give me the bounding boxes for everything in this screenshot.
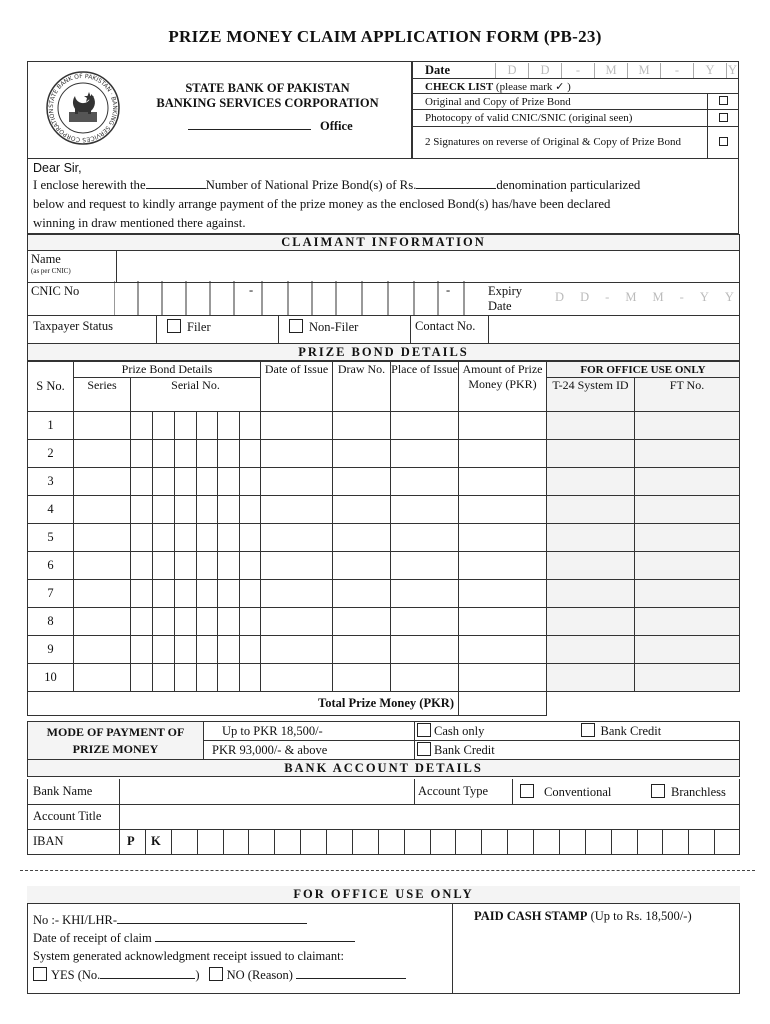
serial-digit-input[interactable] bbox=[197, 524, 218, 552]
checklist-note: (please mark ✓ ) bbox=[495, 80, 571, 93]
serial-digit-input[interactable] bbox=[175, 524, 197, 552]
col-office: FOR OFFICE USE ONLY bbox=[547, 362, 740, 378]
series-input[interactable] bbox=[74, 608, 131, 636]
serial-digit-input[interactable] bbox=[131, 412, 153, 440]
no-reason-blank[interactable] bbox=[296, 968, 406, 979]
col-draw: Draw No. bbox=[333, 362, 391, 412]
non-filer-option[interactable] bbox=[289, 319, 358, 335]
serial-digit-input[interactable] bbox=[153, 412, 175, 440]
col-bond-group: Prize Bond Details bbox=[74, 362, 261, 378]
ft-no-input[interactable] bbox=[635, 468, 740, 496]
date-cell: - bbox=[661, 63, 694, 78]
serial-digit-input[interactable] bbox=[240, 440, 261, 468]
receipt-date-label: Date of receipt of claim bbox=[33, 931, 152, 945]
place-issue-input[interactable] bbox=[391, 412, 459, 440]
total-label: Total Prize Money (PKR) bbox=[28, 692, 459, 716]
conventional-checkbox[interactable] bbox=[520, 784, 534, 798]
t24-id-input[interactable] bbox=[547, 664, 635, 692]
t24-id-input[interactable] bbox=[547, 468, 635, 496]
serial-digit-input[interactable] bbox=[153, 636, 175, 664]
place-issue-input[interactable] bbox=[391, 664, 459, 692]
checklist-item bbox=[413, 127, 739, 159]
bank-credit-option-2[interactable] bbox=[415, 741, 740, 760]
ft-no-input[interactable] bbox=[635, 552, 740, 580]
t24-id-input[interactable] bbox=[547, 440, 635, 468]
t24-id-input[interactable] bbox=[547, 496, 635, 524]
bank-credit-option[interactable] bbox=[575, 722, 740, 741]
divider bbox=[156, 316, 157, 344]
serial-digit-input[interactable] bbox=[131, 552, 153, 580]
no-reason-label: NO (Reason) bbox=[226, 968, 293, 982]
bond-row bbox=[28, 552, 740, 580]
amount-input[interactable] bbox=[459, 468, 547, 496]
amount-input[interactable] bbox=[459, 608, 547, 636]
conventional-option[interactable] bbox=[520, 784, 611, 800]
serial-digit-input[interactable] bbox=[240, 580, 261, 608]
serial-digit-input[interactable] bbox=[131, 468, 153, 496]
bond-row bbox=[28, 496, 740, 524]
office-use-title: FOR OFFICE USE ONLY bbox=[27, 886, 740, 904]
divider bbox=[512, 779, 513, 804]
ft-no-input[interactable] bbox=[635, 608, 740, 636]
series-input[interactable] bbox=[74, 664, 131, 692]
expiry-label: Expiry Date bbox=[488, 284, 523, 313]
amount-input[interactable] bbox=[459, 552, 547, 580]
payment-label: MODE OF PAYMENT OF PRIZE MONEY bbox=[28, 722, 204, 760]
name-sublabel: (as per CNIC) bbox=[31, 267, 71, 275]
serial-digit-input[interactable] bbox=[175, 580, 197, 608]
serial-digit-input[interactable] bbox=[131, 636, 153, 664]
cnic-dash: - bbox=[446, 283, 451, 297]
office-no bbox=[33, 913, 307, 928]
branchless-option[interactable] bbox=[651, 784, 726, 800]
date-issue-input[interactable] bbox=[261, 468, 333, 496]
iban-label: IBAN bbox=[33, 834, 64, 848]
tier2-label: PKR 93,000/- & above bbox=[204, 741, 415, 760]
draw-no-input[interactable] bbox=[333, 664, 391, 692]
serial-digit-input[interactable] bbox=[175, 552, 197, 580]
checklist-item-label: Photocopy of valid CNIC/SNIC (original seen) bbox=[413, 110, 708, 127]
expiry-cell[interactable]: D bbox=[580, 290, 590, 304]
expiry-cell[interactable]: Y bbox=[699, 290, 709, 304]
draw-no-input[interactable] bbox=[333, 552, 391, 580]
serial-digit-input[interactable] bbox=[240, 496, 261, 524]
serial-digit-input[interactable] bbox=[218, 468, 240, 496]
date-cell[interactable]: D bbox=[529, 63, 562, 78]
series-input[interactable] bbox=[74, 580, 131, 608]
bank-credit-label: Bank Credit bbox=[434, 743, 495, 757]
stamp-note: (Up to Rs. 18,500/-) bbox=[590, 909, 692, 923]
serial-digit-input[interactable] bbox=[131, 580, 153, 608]
place-issue-input[interactable] bbox=[391, 496, 459, 524]
ack-text: System generated acknowledgment receipt issued to claimant: bbox=[33, 949, 345, 963]
date-cell[interactable]: Y bbox=[694, 63, 727, 78]
col-place: Place of Issue bbox=[391, 362, 459, 412]
expiry-date-cells[interactable] bbox=[547, 290, 740, 310]
bond-row bbox=[28, 440, 740, 468]
cnic-label: CNIC No bbox=[31, 284, 80, 298]
claimant-table bbox=[27, 234, 740, 283]
place-issue-input[interactable] bbox=[391, 468, 459, 496]
cut-line bbox=[20, 870, 755, 871]
serial-digit-input[interactable] bbox=[240, 636, 261, 664]
letter-line-1 bbox=[33, 178, 738, 193]
serial-digit-input[interactable] bbox=[197, 496, 218, 524]
iban-boxes[interactable] bbox=[119, 830, 740, 855]
non-filer-label: Non-Filer bbox=[309, 320, 359, 334]
checklist-item-label: 2 Signatures on reverse of Original & Copy of Prize Bond bbox=[413, 127, 708, 159]
no-checkbox[interactable] bbox=[209, 967, 223, 981]
divider bbox=[452, 904, 453, 994]
claimant-section-title: CLAIMANT INFORMATION bbox=[28, 235, 740, 251]
name-label-cell bbox=[28, 251, 117, 283]
checklist-checkbox[interactable] bbox=[719, 137, 728, 146]
expiry-cell[interactable]: M bbox=[625, 290, 637, 304]
bank-credit-checkbox[interactable] bbox=[417, 742, 431, 756]
serial-digit-input[interactable] bbox=[240, 468, 261, 496]
draw-no-input[interactable] bbox=[333, 636, 391, 664]
col-date: Date of Issue bbox=[261, 362, 333, 412]
expiry-cell[interactable]: M bbox=[652, 290, 664, 304]
date-label: Date bbox=[425, 62, 450, 77]
taxpayer-label: Taxpayer Status bbox=[33, 319, 114, 333]
divider bbox=[488, 316, 489, 344]
account-type-label: Account Type bbox=[418, 784, 489, 798]
branchless-label: Branchless bbox=[671, 785, 726, 799]
bond-row bbox=[28, 608, 740, 636]
cnic-dash: - bbox=[249, 283, 254, 297]
checklist-checkbox[interactable] bbox=[719, 113, 728, 122]
place-issue-input[interactable] bbox=[391, 608, 459, 636]
date-issue-input[interactable] bbox=[261, 608, 333, 636]
conventional-label: Conventional bbox=[544, 785, 612, 799]
amount-input[interactable] bbox=[459, 664, 547, 692]
receipt-date bbox=[33, 931, 355, 946]
receipt-date-blank[interactable] bbox=[155, 931, 355, 942]
expiry-cell: - bbox=[605, 290, 610, 304]
serial-digit-input[interactable] bbox=[153, 496, 175, 524]
serial-digit-input[interactable] bbox=[218, 440, 240, 468]
date-cell[interactable]: Y bbox=[727, 62, 738, 77]
row-number: 9 bbox=[28, 636, 74, 664]
t24-id-input[interactable] bbox=[547, 552, 635, 580]
date-issue-input[interactable] bbox=[261, 664, 333, 692]
bond-row bbox=[28, 468, 740, 496]
corp-name: BANKING SERVICES CORPORATION bbox=[156, 96, 379, 110]
office-line[interactable] bbox=[188, 118, 311, 130]
amount-input[interactable] bbox=[459, 636, 547, 664]
amount-input[interactable] bbox=[459, 412, 547, 440]
date-cell[interactable]: M bbox=[628, 63, 661, 78]
serial-digit-input[interactable] bbox=[175, 440, 197, 468]
bank-name-input[interactable] bbox=[120, 780, 414, 803]
col-amount: Amount of Prize Money (PKR) bbox=[459, 362, 547, 412]
serial-digit-input[interactable] bbox=[197, 580, 218, 608]
tier1-label: Up to PKR 18,500/- bbox=[204, 722, 415, 741]
row-number: 1 bbox=[28, 412, 74, 440]
date-issue-input[interactable] bbox=[261, 524, 333, 552]
place-issue-input[interactable] bbox=[391, 524, 459, 552]
serial-digit-input[interactable] bbox=[175, 608, 197, 636]
serial-digit-input[interactable] bbox=[175, 412, 197, 440]
series-input[interactable] bbox=[74, 468, 131, 496]
serial-digit-input[interactable] bbox=[153, 524, 175, 552]
col-series: Series bbox=[74, 378, 131, 412]
contact-label: Contact No. bbox=[415, 319, 476, 333]
letter-text: I enclose herewith the bbox=[33, 178, 146, 192]
serial-digit-input[interactable] bbox=[153, 468, 175, 496]
yes-label: YES (No. bbox=[51, 968, 101, 982]
place-issue-input[interactable] bbox=[391, 636, 459, 664]
yes-number-blank[interactable] bbox=[100, 968, 195, 979]
iban-prefix-k: K bbox=[151, 834, 161, 848]
series-input[interactable] bbox=[74, 412, 131, 440]
taxpayer-row bbox=[27, 316, 740, 344]
cash-only-option[interactable] bbox=[415, 722, 575, 741]
bond-row bbox=[28, 580, 740, 608]
bond-row bbox=[28, 524, 740, 552]
ft-no-input[interactable] bbox=[635, 636, 740, 664]
serial-digit-input[interactable] bbox=[218, 412, 240, 440]
payment-table bbox=[27, 721, 740, 777]
checklist-checkbox[interactable] bbox=[719, 96, 728, 105]
col-serial: Serial No. bbox=[131, 378, 261, 412]
row-number: 2 bbox=[28, 440, 74, 468]
t24-id-input[interactable] bbox=[547, 636, 635, 664]
t24-id-input[interactable] bbox=[547, 524, 635, 552]
name-input[interactable] bbox=[117, 251, 740, 283]
form-title: PRIZE MONEY CLAIM APPLICATION FORM (PB-23) bbox=[168, 27, 602, 46]
serial-digit-input[interactable] bbox=[240, 412, 261, 440]
serial-digit-input[interactable] bbox=[197, 608, 218, 636]
date-cell: - bbox=[562, 63, 595, 78]
serial-digit-input[interactable] bbox=[131, 440, 153, 468]
amount-input[interactable] bbox=[459, 496, 547, 524]
serial-digit-input[interactable] bbox=[175, 496, 197, 524]
paid-cash-stamp bbox=[474, 909, 692, 924]
account-title-input[interactable] bbox=[120, 805, 739, 828]
checklist-item-label: Original and Copy of Prize Bond bbox=[413, 94, 708, 110]
office-no-blank[interactable] bbox=[117, 913, 307, 924]
draw-no-input[interactable] bbox=[333, 496, 391, 524]
non-filer-checkbox[interactable] bbox=[289, 319, 303, 333]
t24-id-input[interactable] bbox=[547, 412, 635, 440]
ft-no-input[interactable] bbox=[635, 524, 740, 552]
letter-text: denomination particularized bbox=[496, 178, 641, 192]
name-label: Name bbox=[31, 252, 61, 266]
t24-id-input[interactable] bbox=[547, 608, 635, 636]
divider bbox=[414, 779, 415, 804]
draw-no-input[interactable] bbox=[333, 468, 391, 496]
expiry-cell[interactable]: Y bbox=[724, 290, 734, 304]
stamp-title: PAID CASH STAMP bbox=[474, 909, 588, 923]
checklist-title: CHECK LIST bbox=[425, 80, 494, 93]
office-label: Office bbox=[320, 119, 353, 133]
row-number: 5 bbox=[28, 524, 74, 552]
blank-cell bbox=[547, 692, 740, 716]
ft-no-input[interactable] bbox=[635, 496, 740, 524]
series-input[interactable] bbox=[74, 496, 131, 524]
draw-no-input[interactable] bbox=[333, 608, 391, 636]
denomination-blank[interactable] bbox=[416, 178, 496, 189]
date-cell[interactable]: D bbox=[496, 63, 529, 78]
serial-digit-input[interactable] bbox=[218, 580, 240, 608]
row-number: 8 bbox=[28, 608, 74, 636]
ft-no-input[interactable] bbox=[635, 580, 740, 608]
row-number: 4 bbox=[28, 496, 74, 524]
serial-digit-input[interactable] bbox=[131, 496, 153, 524]
serial-digit-input[interactable] bbox=[218, 496, 240, 524]
draw-no-input[interactable] bbox=[333, 412, 391, 440]
date-issue-input[interactable] bbox=[261, 440, 333, 468]
filer-option[interactable] bbox=[167, 319, 211, 335]
place-issue-input[interactable] bbox=[391, 580, 459, 608]
serial-digit-input[interactable] bbox=[153, 580, 175, 608]
sbp-logo bbox=[45, 70, 121, 146]
iban-prefix-p: P bbox=[127, 834, 135, 848]
serial-digit-input[interactable] bbox=[131, 524, 153, 552]
checklist-table bbox=[412, 61, 739, 159]
paren: ) bbox=[195, 968, 200, 982]
row-number: 6 bbox=[28, 552, 74, 580]
expiry-cell: - bbox=[679, 290, 684, 304]
serial-digit-input[interactable] bbox=[240, 608, 261, 636]
letter-line-3: winning in draw mentioned there against. bbox=[33, 216, 246, 230]
serial-digit-input[interactable] bbox=[153, 440, 175, 468]
serial-digit-input[interactable] bbox=[131, 608, 153, 636]
row-number: 7 bbox=[28, 580, 74, 608]
serial-digit-input[interactable] bbox=[153, 608, 175, 636]
bank-name: STATE BANK OF PAKISTAN bbox=[185, 81, 350, 95]
amount-input[interactable] bbox=[459, 580, 547, 608]
amount-input[interactable] bbox=[459, 524, 547, 552]
filer-checkbox[interactable] bbox=[167, 319, 181, 333]
checklist-item bbox=[413, 94, 739, 110]
serial-digit-input[interactable] bbox=[197, 552, 218, 580]
expiry-cell[interactable]: D bbox=[555, 290, 565, 304]
serial-digit-input[interactable] bbox=[197, 636, 218, 664]
cnic-boxes[interactable] bbox=[114, 281, 484, 316]
serial-digit-input[interactable] bbox=[218, 552, 240, 580]
total-amount-input[interactable] bbox=[459, 692, 547, 716]
col-ft: FT No. bbox=[635, 378, 740, 412]
letter-salutation: Dear Sir, bbox=[33, 161, 82, 175]
serial-digit-input[interactable] bbox=[197, 440, 218, 468]
series-input[interactable] bbox=[74, 440, 131, 468]
bond-row bbox=[28, 636, 740, 664]
row-number: 3 bbox=[28, 468, 74, 496]
checklist-item bbox=[413, 110, 739, 127]
date-issue-input[interactable] bbox=[261, 496, 333, 524]
checklist-header bbox=[413, 79, 739, 94]
series-input[interactable] bbox=[74, 552, 131, 580]
filer-label: Filer bbox=[187, 320, 211, 334]
bond-row bbox=[28, 412, 740, 440]
row-number: 10 bbox=[28, 664, 74, 692]
serial-digit-input[interactable] bbox=[218, 664, 240, 692]
col-t24: T-24 System ID bbox=[547, 378, 635, 412]
serial-digit-input[interactable] bbox=[240, 664, 261, 692]
ack-options bbox=[33, 967, 406, 983]
office-no-label: No :- KHI/LHR- bbox=[33, 913, 118, 927]
serial-digit-input[interactable] bbox=[218, 524, 240, 552]
date-issue-input[interactable] bbox=[261, 552, 333, 580]
divider bbox=[278, 316, 279, 344]
series-input[interactable] bbox=[74, 524, 131, 552]
t24-id-input[interactable] bbox=[547, 580, 635, 608]
serial-digit-input[interactable] bbox=[175, 664, 197, 692]
serial-digit-input[interactable] bbox=[153, 664, 175, 692]
ft-no-input[interactable] bbox=[635, 440, 740, 468]
bank-credit-checkbox[interactable] bbox=[581, 723, 595, 737]
place-issue-input[interactable] bbox=[391, 440, 459, 468]
serial-digit-input[interactable] bbox=[197, 664, 218, 692]
bank-section-title: BANK ACCOUNT DETAILS bbox=[28, 760, 740, 777]
date-issue-input[interactable] bbox=[261, 412, 333, 440]
place-issue-input[interactable] bbox=[391, 552, 459, 580]
series-input[interactable] bbox=[74, 636, 131, 664]
logo-ring-text: STATE BANK OF PAKISTAN · BANKING SERVICES CORPORATION bbox=[47, 72, 119, 144]
date-cell[interactable]: M bbox=[595, 63, 628, 78]
bank-name-label: Bank Name bbox=[33, 784, 93, 798]
serial-digit-input[interactable] bbox=[175, 636, 197, 664]
ft-no-input[interactable] bbox=[635, 412, 740, 440]
divider bbox=[410, 316, 411, 344]
ft-no-input[interactable] bbox=[635, 664, 740, 692]
draw-no-input[interactable] bbox=[333, 440, 391, 468]
serial-digit-input[interactable] bbox=[131, 664, 153, 692]
serial-digit-input[interactable] bbox=[218, 608, 240, 636]
serial-digit-input[interactable] bbox=[240, 524, 261, 552]
bond-section-title: PRIZE BOND DETAILS bbox=[27, 344, 740, 361]
serial-digit-input[interactable] bbox=[218, 636, 240, 664]
yes-checkbox[interactable] bbox=[33, 967, 47, 981]
bond-row bbox=[28, 664, 740, 692]
branchless-checkbox[interactable] bbox=[651, 784, 665, 798]
draw-no-input[interactable] bbox=[333, 524, 391, 552]
date-issue-input[interactable] bbox=[261, 580, 333, 608]
letter-text: Number of National Prize Bond(s) of Rs. bbox=[205, 178, 417, 192]
serial-digit-input[interactable] bbox=[197, 412, 218, 440]
draw-no-input[interactable] bbox=[333, 580, 391, 608]
col-sno: S No. bbox=[28, 362, 74, 412]
cash-only-checkbox[interactable] bbox=[417, 723, 431, 737]
account-title-label: Account Title bbox=[33, 809, 102, 823]
serial-digit-input[interactable] bbox=[175, 468, 197, 496]
bond-table bbox=[27, 361, 740, 716]
date-issue-input[interactable] bbox=[261, 636, 333, 664]
letter-line-2: below and request to kindly arrange payment of the prize money as the enclosed Bond(s) has/have been declared bbox=[33, 197, 611, 211]
cash-only-label: Cash only bbox=[434, 724, 485, 738]
bond-count-blank[interactable] bbox=[146, 178, 206, 189]
serial-digit-input[interactable] bbox=[240, 552, 261, 580]
bank-credit-label: Bank Credit bbox=[600, 724, 662, 738]
serial-digit-input[interactable] bbox=[153, 552, 175, 580]
amount-input[interactable] bbox=[459, 440, 547, 468]
serial-digit-input[interactable] bbox=[197, 468, 218, 496]
